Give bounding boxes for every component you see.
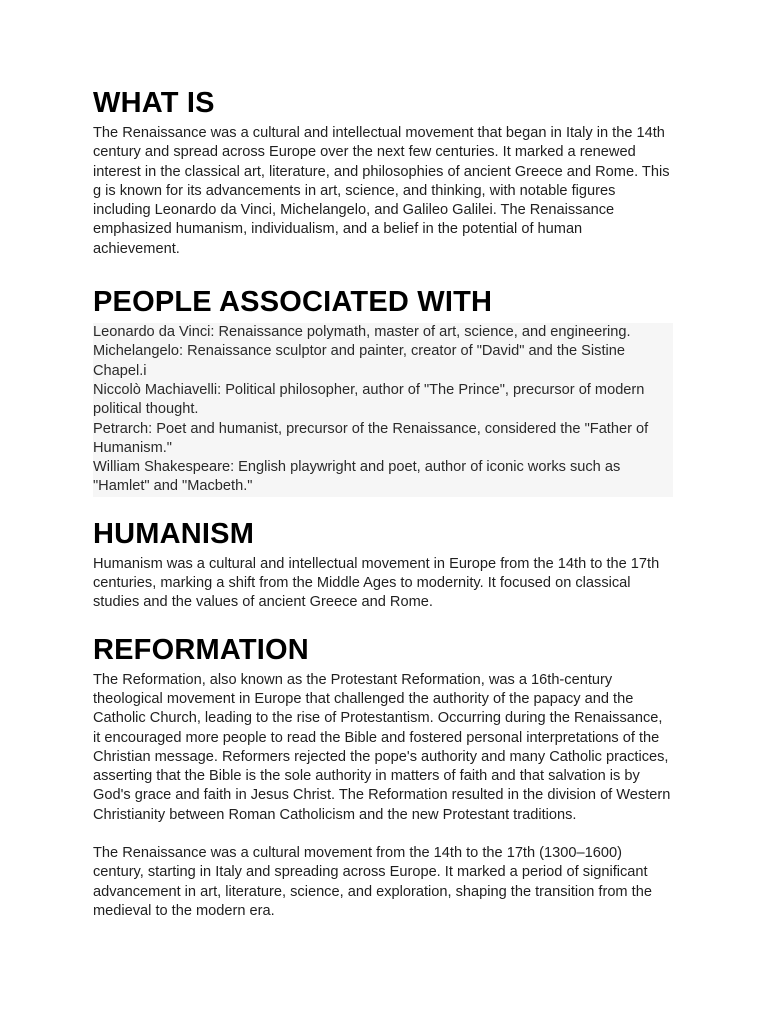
section-reformation (93, 633, 673, 922)
heading-people-associated-with: PEOPLE ASSOCIATED WITH (93, 286, 493, 319)
people-list (93, 323, 673, 497)
heading-humanism: HUMANISM (93, 517, 255, 550)
person-item-petrarch: Petrarch: Poet and humanist, precursor of the Renaissance, considered the "Father of Humanism." (93, 420, 673, 459)
heading-reformation: REFORMATION (93, 633, 309, 666)
person-item-leonardo: Leonardo da Vinci: Renaissance polymath, master of art, science, and engineering. (93, 323, 673, 342)
paragraph-renaissance-summary: The Renaissance was a cultural movement from the 14th to the 17th (1300–1600) century, starting in Italy and spreading across Europe. It marked a period of significant advancement in art, literature, science, and exploration, shaping the transition from the medieval to the modern era. (93, 845, 652, 919)
heading-what-is: WHAT IS (93, 87, 215, 119)
document-page (93, 86, 673, 921)
person-item-michelangelo: Michelangelo: Renaissance sculptor and painter, creator of "David" and the Sistine Chapel.i (93, 342, 673, 381)
section-what-is (93, 86, 673, 259)
section-people (93, 285, 673, 497)
section-humanism (93, 517, 673, 613)
person-item-shakespeare: William Shakespeare: English playwright and poet, author of iconic works such as "Hamlet" and "Macbeth." (93, 458, 673, 497)
person-item-machiavelli: Niccolò Machiavelli: Political philosopher, author of "The Prince", precursor of modern political thought. (93, 381, 673, 420)
paragraph-reformation: The Reformation, also known as the Protestant Reformation, was a 16th-century theological movement in Europe that challenged the authority of the papacy and the Catholic Church, leading to the rise of Protestantism. Occurring during the Renaissance, it encouraged more people to read the Bible and fostered personal interpretations of the Christian message. Reformers rejected the pope's authority and many Catholic practices, asserting that the Bible is the sole authority in matters of faith and that salvation is by God's grace and faith in Jesus Christ. The Reformation resulted in the division of Western Christianity between Roman Catholicism and the new Protestant traditions. (93, 671, 671, 823)
paragraph-humanism: Humanism was a cultural and intellectual movement in Europe from the 14th to the 17th centuries, marking a shift from the Middle Ages to modernity. It focused on classical studies and the values of ancient Greece and Rome. (93, 555, 660, 611)
paragraph-what-is: The Renaissance was a cultural and intellectual movement that began in Italy in the 14th century and spread across Europe over the next few centuries. It marked a renewed interest in the classical art, literature, and philosophies of ancient Greece and Rome. This g is known for its advancements in art, science, and thinking, with notable figures including Leonardo da Vinci, Michelangelo, and Galileo Galilei. The Renaissance emphasized humanism, individualism, and a belief in the potential of human achievement. (93, 125, 670, 257)
